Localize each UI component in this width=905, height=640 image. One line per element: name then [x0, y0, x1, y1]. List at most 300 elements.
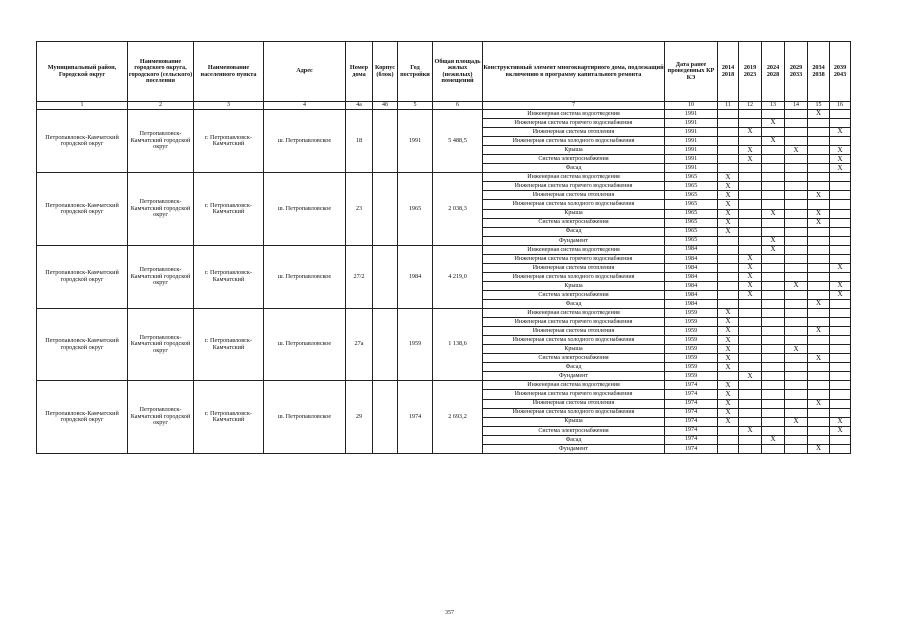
- period-mark-cell: [762, 182, 785, 191]
- address-cell: ш. Петропавловское: [264, 245, 346, 308]
- prev-repair-date-cell: 1959: [665, 309, 718, 318]
- period-mark-cell: X: [762, 236, 785, 245]
- period-mark-cell: [808, 390, 830, 399]
- element-name-cell: Инженерная система холодного водоснабжения: [483, 408, 665, 417]
- period-mark-cell: [762, 173, 785, 182]
- period-mark-cell: [739, 336, 762, 345]
- period-mark-cell: [785, 309, 808, 318]
- header-prev-repair-date: Дата ранее проведенных КР КЭ: [665, 42, 718, 102]
- period-mark-cell: [762, 318, 785, 327]
- prev-repair-date-cell: 1965: [665, 227, 718, 236]
- period-mark-cell: [739, 381, 762, 390]
- period-mark-cell: [718, 119, 739, 128]
- period-mark-cell: [762, 408, 785, 417]
- element-name-cell: Инженерная система отопления: [483, 327, 665, 336]
- period-mark-cell: [718, 128, 739, 137]
- period-mark-cell: X: [739, 281, 762, 290]
- period-mark-cell: [718, 155, 739, 164]
- prev-repair-date-cell: 1965: [665, 182, 718, 191]
- period-mark-cell: [785, 263, 808, 272]
- period-mark-cell: [739, 417, 762, 426]
- period-mark-cell: [830, 399, 851, 408]
- column-number: 4а: [346, 102, 373, 110]
- period-mark-cell: X: [808, 327, 830, 336]
- period-mark-cell: X: [762, 119, 785, 128]
- district-cell: Петропавловск-Камчатский городской округ: [37, 309, 128, 381]
- element-name-cell: Инженерная система горячего водоснабжения: [483, 254, 665, 263]
- period-mark-cell: [785, 128, 808, 137]
- period-mark-cell: X: [830, 426, 851, 435]
- prev-repair-date-cell: 1974: [665, 426, 718, 435]
- header-block: Корпус (блок): [373, 42, 398, 102]
- period-mark-cell: [762, 299, 785, 308]
- prev-repair-date-cell: 1959: [665, 372, 718, 381]
- house-number-cell: 23: [346, 173, 373, 245]
- prev-repair-date-cell: 1965: [665, 200, 718, 209]
- period-mark-cell: [762, 444, 785, 453]
- period-mark-cell: X: [718, 336, 739, 345]
- period-mark-cell: [785, 399, 808, 408]
- period-mark-cell: [718, 137, 739, 146]
- period-mark-cell: [785, 318, 808, 327]
- element-name-cell: Система электроснабжения: [483, 290, 665, 299]
- period-mark-cell: [808, 155, 830, 164]
- period-mark-cell: [830, 119, 851, 128]
- prev-repair-date-cell: 1984: [665, 290, 718, 299]
- element-name-cell: Крыша: [483, 417, 665, 426]
- period-mark-cell: [785, 254, 808, 263]
- block-cell: [373, 173, 398, 245]
- element-name-cell: Инженерная система отопления: [483, 263, 665, 272]
- prev-repair-date-cell: 1984: [665, 245, 718, 254]
- period-mark-cell: [739, 227, 762, 236]
- element-name-cell: Инженерная система отопления: [483, 128, 665, 137]
- prev-repair-date-cell: 1991: [665, 137, 718, 146]
- element-name-cell: Инженерная система отопления: [483, 191, 665, 200]
- period-mark-cell: [762, 263, 785, 272]
- period-mark-cell: [739, 345, 762, 354]
- period-mark-cell: X: [785, 417, 808, 426]
- period-mark-cell: [739, 318, 762, 327]
- period-mark-cell: [785, 408, 808, 417]
- column-number: 7: [483, 102, 665, 110]
- period-mark-cell: X: [718, 227, 739, 236]
- period-mark-cell: [718, 435, 739, 444]
- period-mark-cell: [830, 173, 851, 182]
- header-period-2014-2018: 2014 2018: [718, 42, 739, 102]
- period-mark-cell: X: [718, 354, 739, 363]
- element-name-cell: Система электроснабжения: [483, 426, 665, 435]
- period-mark-cell: [808, 426, 830, 435]
- prev-repair-date-cell: 1974: [665, 435, 718, 444]
- prev-repair-date-cell: 1959: [665, 336, 718, 345]
- period-mark-cell: [808, 263, 830, 272]
- period-mark-cell: [739, 137, 762, 146]
- period-mark-cell: [808, 345, 830, 354]
- header-period-2034-2038: 2034 2038: [808, 42, 830, 102]
- period-mark-cell: [762, 381, 785, 390]
- settlement-cell: Петропавловск-Камчатский городской округ: [128, 173, 194, 245]
- period-mark-cell: X: [830, 128, 851, 137]
- table-row: [37, 173, 851, 182]
- period-mark-cell: [718, 444, 739, 453]
- header-locality: Наименование населенного пункта: [194, 42, 264, 102]
- period-mark-cell: X: [718, 345, 739, 354]
- period-mark-cell: X: [739, 155, 762, 164]
- year-built-cell: 1974: [398, 381, 433, 453]
- period-mark-cell: [830, 354, 851, 363]
- period-mark-cell: [808, 119, 830, 128]
- period-mark-cell: [762, 281, 785, 290]
- column-number: 10: [665, 102, 718, 110]
- block-cell: [373, 309, 398, 381]
- period-mark-cell: [830, 309, 851, 318]
- period-mark-cell: X: [808, 444, 830, 453]
- period-mark-cell: [762, 290, 785, 299]
- period-mark-cell: [718, 110, 739, 119]
- period-mark-cell: X: [718, 417, 739, 426]
- element-name-cell: Инженерная система горячего водоснабжения: [483, 390, 665, 399]
- period-mark-cell: [785, 137, 808, 146]
- period-mark-cell: [808, 417, 830, 426]
- prev-repair-date-cell: 1984: [665, 263, 718, 272]
- element-name-cell: Фундамент: [483, 372, 665, 381]
- period-mark-cell: [762, 345, 785, 354]
- period-mark-cell: [739, 209, 762, 218]
- header-period-2039-2043: 2039 2043: [830, 42, 851, 102]
- period-mark-cell: [718, 245, 739, 254]
- locality-cell: г. Петропавловск-Камчатский: [194, 173, 264, 245]
- period-mark-cell: [718, 281, 739, 290]
- period-mark-cell: [808, 272, 830, 281]
- period-mark-cell: [785, 354, 808, 363]
- period-mark-cell: X: [739, 254, 762, 263]
- period-mark-cell: [762, 390, 785, 399]
- period-mark-cell: [785, 299, 808, 308]
- element-name-cell: Крыша: [483, 146, 665, 155]
- year-built-cell: 1984: [398, 245, 433, 308]
- prev-repair-date-cell: 1965: [665, 218, 718, 227]
- period-mark-cell: [830, 327, 851, 336]
- prev-repair-date-cell: 1959: [665, 327, 718, 336]
- period-mark-cell: X: [762, 137, 785, 146]
- locality-cell: г. Петропавловск-Камчатский: [194, 381, 264, 453]
- prev-repair-date-cell: 1974: [665, 417, 718, 426]
- address-cell: ш. Петропавловское: [264, 309, 346, 381]
- period-mark-cell: [830, 137, 851, 146]
- period-mark-cell: X: [739, 372, 762, 381]
- period-mark-cell: [739, 191, 762, 200]
- period-mark-cell: X: [808, 299, 830, 308]
- period-mark-cell: [785, 236, 808, 245]
- period-mark-cell: [785, 381, 808, 390]
- period-mark-cell: [718, 263, 739, 272]
- period-mark-cell: X: [718, 399, 739, 408]
- prev-repair-date-cell: 1965: [665, 173, 718, 182]
- period-mark-cell: X: [718, 182, 739, 191]
- element-name-cell: Инженерная система водоотведения: [483, 173, 665, 182]
- prev-repair-date-cell: 1974: [665, 444, 718, 453]
- period-mark-cell: [739, 408, 762, 417]
- period-mark-cell: [808, 281, 830, 290]
- period-mark-cell: [808, 336, 830, 345]
- period-mark-cell: X: [718, 218, 739, 227]
- period-mark-cell: [762, 363, 785, 372]
- period-mark-cell: [718, 299, 739, 308]
- column-number: 14: [785, 102, 808, 110]
- period-mark-cell: [762, 399, 785, 408]
- period-mark-cell: [762, 309, 785, 318]
- period-mark-cell: X: [830, 417, 851, 426]
- element-name-cell: Система электроснабжения: [483, 155, 665, 164]
- period-mark-cell: X: [739, 263, 762, 272]
- period-mark-cell: [762, 200, 785, 209]
- period-mark-cell: [808, 381, 830, 390]
- period-mark-cell: [830, 435, 851, 444]
- period-mark-cell: [830, 191, 851, 200]
- period-mark-cell: [830, 236, 851, 245]
- period-mark-cell: [808, 309, 830, 318]
- period-mark-cell: [762, 110, 785, 119]
- year-built-cell: 1965: [398, 173, 433, 245]
- period-mark-cell: [808, 137, 830, 146]
- capital-repair-table-sheet: [36, 41, 851, 454]
- period-mark-cell: [830, 272, 851, 281]
- house-number-cell: 27/2: [346, 245, 373, 308]
- element-name-cell: Инженерная система водоотведения: [483, 245, 665, 254]
- period-mark-cell: [830, 209, 851, 218]
- period-mark-cell: [762, 417, 785, 426]
- period-mark-cell: [808, 435, 830, 444]
- column-number: 3: [194, 102, 264, 110]
- period-mark-cell: [718, 290, 739, 299]
- column-number: 13: [762, 102, 785, 110]
- column-number: 12: [739, 102, 762, 110]
- period-mark-cell: X: [718, 191, 739, 200]
- period-mark-cell: [808, 236, 830, 245]
- element-name-cell: Инженерная система водоотведения: [483, 381, 665, 390]
- element-name-cell: Крыша: [483, 281, 665, 290]
- element-name-cell: Инженерная система холодного водоснабжения: [483, 272, 665, 281]
- period-mark-cell: [808, 363, 830, 372]
- period-mark-cell: [739, 182, 762, 191]
- district-cell: Петропавловск-Камчатский городской округ: [37, 110, 128, 173]
- period-mark-cell: X: [739, 290, 762, 299]
- period-mark-cell: X: [718, 408, 739, 417]
- period-mark-cell: X: [808, 399, 830, 408]
- header-period-2029-2033: 2029 2033: [785, 42, 808, 102]
- header-row: [37, 42, 851, 102]
- element-name-cell: Система электроснабжения: [483, 218, 665, 227]
- period-mark-cell: X: [718, 318, 739, 327]
- period-mark-cell: [785, 435, 808, 444]
- period-mark-cell: [762, 218, 785, 227]
- prev-repair-date-cell: 1991: [665, 110, 718, 119]
- element-name-cell: Крыша: [483, 209, 665, 218]
- period-mark-cell: [762, 327, 785, 336]
- period-mark-cell: [739, 327, 762, 336]
- header-address: Адрес: [264, 42, 346, 102]
- period-mark-cell: [785, 245, 808, 254]
- prev-repair-date-cell: 1991: [665, 164, 718, 173]
- block-cell: [373, 381, 398, 453]
- period-mark-cell: X: [830, 164, 851, 173]
- period-mark-cell: [785, 327, 808, 336]
- period-mark-cell: [808, 318, 830, 327]
- column-number: 15: [808, 102, 830, 110]
- element-name-cell: Инженерная система горячего водоснабжения: [483, 119, 665, 128]
- block-cell: [373, 110, 398, 173]
- period-mark-cell: [762, 128, 785, 137]
- period-mark-cell: [808, 164, 830, 173]
- period-mark-cell: [808, 200, 830, 209]
- settlement-cell: Петропавловск-Камчатский городской округ: [128, 245, 194, 308]
- period-mark-cell: X: [718, 200, 739, 209]
- element-name-cell: Фундамент: [483, 444, 665, 453]
- element-name-cell: Инженерная система горячего водоснабжения: [483, 182, 665, 191]
- period-mark-cell: X: [808, 191, 830, 200]
- period-mark-cell: X: [785, 146, 808, 155]
- period-mark-cell: X: [808, 218, 830, 227]
- header-period-2019-2023: 2019 2023: [739, 42, 762, 102]
- element-name-cell: Фасад: [483, 164, 665, 173]
- period-mark-cell: [785, 290, 808, 299]
- period-mark-cell: [762, 254, 785, 263]
- period-mark-cell: [830, 182, 851, 191]
- prev-repair-date-cell: 1974: [665, 408, 718, 417]
- period-mark-cell: [739, 218, 762, 227]
- period-mark-cell: X: [739, 146, 762, 155]
- period-mark-cell: [830, 336, 851, 345]
- period-mark-cell: [739, 119, 762, 128]
- period-mark-cell: [785, 444, 808, 453]
- district-cell: Петропавловск-Камчатский городской округ: [37, 381, 128, 453]
- element-name-cell: Фундамент: [483, 236, 665, 245]
- period-mark-cell: [785, 110, 808, 119]
- period-mark-cell: [739, 309, 762, 318]
- element-name-cell: Инженерная система горячего водоснабжения: [483, 318, 665, 327]
- period-mark-cell: [830, 227, 851, 236]
- period-mark-cell: [785, 390, 808, 399]
- period-mark-cell: X: [785, 345, 808, 354]
- period-mark-cell: [830, 372, 851, 381]
- prev-repair-date-cell: 1991: [665, 119, 718, 128]
- period-mark-cell: [739, 245, 762, 254]
- period-mark-cell: [808, 182, 830, 191]
- locality-cell: г. Петропавловск-Камчатский: [194, 245, 264, 308]
- period-mark-cell: [830, 218, 851, 227]
- prev-repair-date-cell: 1984: [665, 281, 718, 290]
- year-built-cell: 1991: [398, 110, 433, 173]
- period-mark-cell: [762, 191, 785, 200]
- period-mark-cell: [785, 372, 808, 381]
- period-mark-cell: [830, 200, 851, 209]
- period-mark-cell: [739, 354, 762, 363]
- column-number: 5: [398, 102, 433, 110]
- area-cell: 1 138,6: [433, 309, 483, 381]
- element-name-cell: Фасад: [483, 227, 665, 236]
- period-mark-cell: [830, 254, 851, 263]
- element-name-cell: Фасад: [483, 363, 665, 372]
- period-mark-cell: X: [718, 173, 739, 182]
- house-number-cell: 27а: [346, 309, 373, 381]
- period-mark-cell: [762, 426, 785, 435]
- period-mark-cell: [808, 173, 830, 182]
- table-row: [37, 309, 851, 318]
- element-name-cell: Фасад: [483, 299, 665, 308]
- period-mark-cell: [830, 245, 851, 254]
- period-mark-cell: [762, 227, 785, 236]
- period-mark-cell: X: [718, 363, 739, 372]
- column-number: 4б: [373, 102, 398, 110]
- header-element: Конструктивный элемент многоквартирного дома, подлежащий включению в программу капитального ремонта: [483, 42, 665, 102]
- period-mark-cell: [808, 146, 830, 155]
- period-mark-cell: [718, 254, 739, 263]
- header-district: Муниципальный район, Городской округ: [37, 42, 128, 102]
- address-cell: ш. Петропавловское: [264, 381, 346, 453]
- settlement-cell: Петропавловск-Камчатский городской округ: [128, 381, 194, 453]
- period-mark-cell: X: [762, 435, 785, 444]
- period-mark-cell: [830, 299, 851, 308]
- period-mark-cell: [785, 363, 808, 372]
- page-number: 357: [445, 610, 454, 616]
- element-name-cell: Система электроснабжения: [483, 354, 665, 363]
- address-cell: ш. Петропавловское: [264, 110, 346, 173]
- settlement-cell: Петропавловск-Камчатский городской округ: [128, 309, 194, 381]
- period-mark-cell: [830, 318, 851, 327]
- column-number: 1: [37, 102, 128, 110]
- locality-cell: г. Петропавловск-Камчатский: [194, 309, 264, 381]
- prev-repair-date-cell: 1974: [665, 399, 718, 408]
- prev-repair-date-cell: 1974: [665, 390, 718, 399]
- period-mark-cell: X: [718, 209, 739, 218]
- element-name-cell: Инженерная система холодного водоснабжения: [483, 336, 665, 345]
- header-settlement: Наименование городского округа, городского (сельского) поселения: [128, 42, 194, 102]
- locality-cell: г. Петропавловск-Камчатский: [194, 110, 264, 173]
- column-number: 4: [264, 102, 346, 110]
- period-mark-cell: [785, 155, 808, 164]
- element-name-cell: Инженерная система водоотведения: [483, 309, 665, 318]
- period-mark-cell: [830, 381, 851, 390]
- prev-repair-date-cell: 1959: [665, 345, 718, 354]
- settlement-cell: Петропавловск-Камчатский городской округ: [128, 110, 194, 173]
- element-name-cell: Инженерная система холодного водоснабжения: [483, 200, 665, 209]
- period-mark-cell: X: [718, 327, 739, 336]
- capital-repair-table: [36, 41, 851, 454]
- period-mark-cell: [762, 354, 785, 363]
- period-mark-cell: [718, 236, 739, 245]
- period-mark-cell: X: [739, 128, 762, 137]
- period-mark-cell: X: [785, 281, 808, 290]
- period-mark-cell: X: [830, 290, 851, 299]
- block-cell: [373, 245, 398, 308]
- year-built-cell: 1959: [398, 309, 433, 381]
- period-mark-cell: X: [830, 263, 851, 272]
- element-name-cell: Крыша: [483, 345, 665, 354]
- prev-repair-date-cell: 1984: [665, 254, 718, 263]
- period-mark-cell: [739, 164, 762, 173]
- column-number: 16: [830, 102, 851, 110]
- prev-repair-date-cell: 1965: [665, 209, 718, 218]
- period-mark-cell: [739, 399, 762, 408]
- column-number: 11: [718, 102, 739, 110]
- period-mark-cell: [830, 390, 851, 399]
- period-mark-cell: X: [718, 381, 739, 390]
- table-row: [37, 381, 851, 390]
- period-mark-cell: [830, 345, 851, 354]
- element-name-cell: Инженерная система холодного водоснабжения: [483, 137, 665, 146]
- period-mark-cell: [785, 164, 808, 173]
